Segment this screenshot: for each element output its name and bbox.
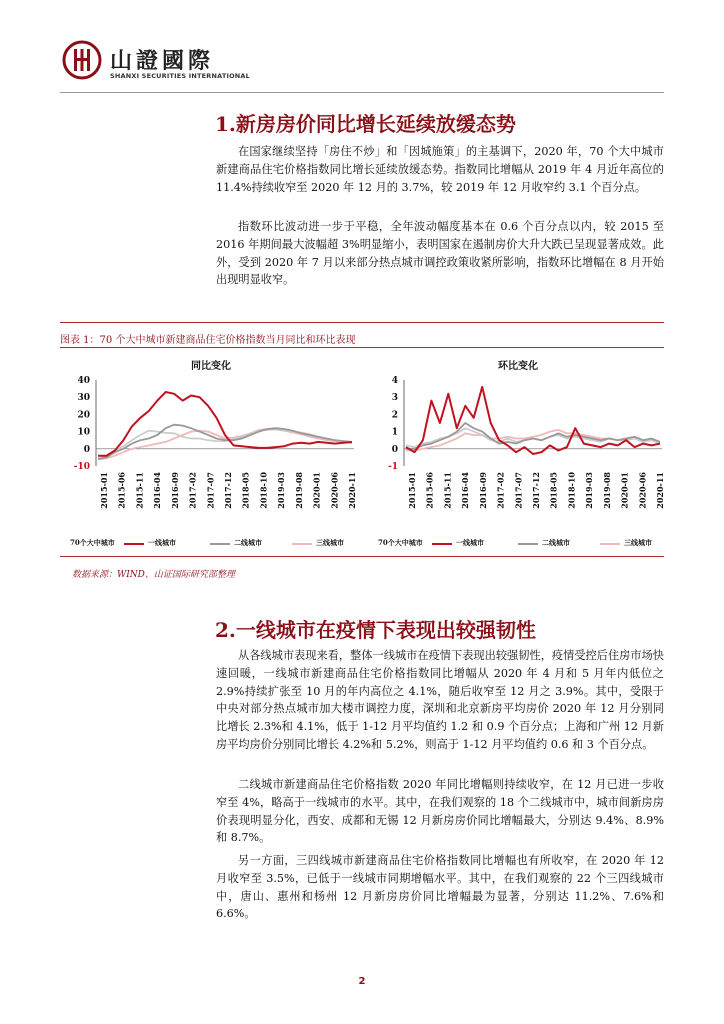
section1-title: 1.新房房价同比增长延续放缓态势 (215, 112, 516, 136)
chart1-legend-70: 70个大中城市 (70, 538, 115, 547)
section2-title: 2.一线城市在疫情下表现出较强韧性 (215, 618, 536, 642)
chart1-ytick-label: 0 (83, 444, 90, 455)
chart2-legend-70: 70个大中城市 (378, 538, 423, 547)
chart2-xtick-label: 2015-11 (442, 472, 453, 509)
chart1-xtick-label: 2020-11 (347, 472, 357, 509)
chart2-xtick-label: 2020-11 (655, 472, 665, 509)
chart1-ytick-label: 10 (77, 427, 90, 438)
chart1-xtick-label: 2018-10 (258, 472, 269, 509)
chart1-xtick-label: 2017-07 (205, 472, 216, 509)
chart1-xtick-label: 2019-03 (276, 472, 287, 509)
company-logo (62, 40, 251, 84)
chart1-legend-tier3: 三线城市 (316, 538, 344, 547)
section2-paragraph-1: 从各线城市表现来看，整体一线城市在疫情下表现出较强韧性，疫情受控后住房市场快速回暖，一线城市新建商品住宅价格指数同比增幅从 2020 年 4 月和 5 月年内低位之 2.9%持续扩张至 10 月的年内高位之 4.1%，随后收窄至 12 月之 3.9%。其中，受限于中央对部分热点城市加大楼市调控力度，深圳和北京新房平均房价 2020 年 12 月分别同比增长 2.3%和 4.1%，低于 1-12 月平均值约 1.2 和 0.9 个百分点；上海和广州 12 月新房平均房价分别同比增长 4.2%和 5.2%，则高于 1-12 月平均值约 0.6 和 3 个百分点。 (216, 649, 664, 751)
section2-paragraph-3: 另一方面，三四线城市新建商品住宅价格指数同比增幅也有所收窄，在 2020 年 12 月收窄至 3.5%，已低于一线城市同期增幅水平。其中，在我们观察的 22 个三四线城市中，唐山、惠州和杨州 12 月新房房价同比增幅最为显著，分别达 11.2%、7.6%和 6.6%。 (216, 854, 664, 921)
chart2-legend-tier3: 三线城市 (624, 538, 652, 547)
page-number: 2 (358, 976, 366, 987)
chart1-xtick-label: 2017-02 (187, 472, 198, 509)
chart1-ytick-label: 40 (77, 376, 90, 386)
section2-paragraph-2: 二线城市新建商品住宅价格指数 2020 年同比增幅则持续收窄，在 12 月已进一步收窄至 4%，略高于一线城市的水平。其中，在我们观察的 18 个二线城市中，城市间新房房价表现明显分化，西安、成都和无锡 12 月新房房价同比增幅最大，分别达 9.4%、8.9%和 8.7%。 (216, 778, 664, 845)
chart2-xtick-label: 2020-01 (619, 472, 630, 509)
chart2-legend-swatch-tier3 (600, 543, 620, 545)
chart2-ytick-label: 0 (391, 444, 398, 455)
chart1-ytick-label: 20 (77, 410, 90, 421)
chart1-xtick-label: 2017-12 (223, 472, 233, 509)
chart1-xtick-label: 2015-01 (99, 472, 109, 509)
chart1-title: 同比变化 (191, 361, 231, 372)
chart1-legend-swatch-tier2 (210, 543, 230, 545)
logo-english-name: SHANXI SECURITIES INTERNATIONAL (110, 72, 251, 80)
chart2-xtick-label: 2017-02 (495, 472, 506, 509)
mom-chart (370, 368, 668, 538)
figure-caption: 图表 1：70 个大中城市新建商品住宅价格指数当月同比和环比表现 (60, 335, 356, 346)
chart2-legend-tier2: 二线城市 (542, 538, 570, 547)
figure-source: 数据来源：WIND、山证国际研究部整理 (72, 570, 235, 580)
chart2-ytick-label: 1 (391, 427, 398, 438)
header-divider (60, 92, 664, 93)
chart1-series-line-tier1 (98, 392, 352, 456)
chart2-ytick-label: 4 (391, 376, 398, 386)
chart1-ytick-label: 30 (77, 393, 90, 404)
chart2-xtick-label: 2016-09 (477, 472, 488, 509)
chart1-xtick-label: 2018-05 (240, 472, 251, 509)
section1-paragraph-2: 指数环比波动进一步于平稳，全年波动幅度基本在 0.6 个百分点以内，较 2015 至 2016 年期间最大波幅超 3%明显缩小，表明国家在遏制房价大升大跌已呈现显著成效。此外，受到 2020 年 7 月以来部分热点城市调控政策收紧所影响，指数环比增幅在 8 月开始出现明显收窄。 (216, 220, 664, 287)
chart2-xtick-label: 2015-06 (424, 472, 435, 509)
chart2-xtick-label: 2017-07 (513, 472, 524, 509)
yoy-chart (62, 368, 360, 538)
logo-emblem-icon (62, 40, 102, 80)
figure-top-rule (60, 322, 664, 323)
chart1-legend-tier2: 二线城市 (234, 538, 262, 547)
chart1-legend-swatch-tier1 (124, 543, 144, 545)
chart2-xtick-label: 2020-06 (637, 472, 648, 509)
chart1-xtick-label: 2016-09 (169, 472, 180, 509)
chart2-ytick-label: -1 (388, 462, 398, 472)
chart2-xtick-label: 2018-05 (548, 472, 559, 509)
chart2-legend-swatch-tier1 (432, 543, 452, 545)
chart1-xtick-label: 2020-01 (311, 472, 322, 509)
chart2-xtick-label: 2017-12 (531, 472, 541, 509)
chart2-ytick-label: 2 (391, 410, 398, 421)
logo-chinese-name: 山證國際 (110, 49, 215, 74)
chart2-xtick-label: 2019-08 (601, 472, 612, 509)
chart2-title: 环比变化 (498, 361, 538, 372)
chart1-ytick-label: -10 (73, 462, 90, 472)
chart1-legend-tier1: 一线城市 (148, 538, 176, 547)
chart2-ytick-label: 3 (391, 393, 398, 404)
figure-caption-rule (60, 347, 664, 348)
chart1-xtick-label: 2015-11 (134, 472, 145, 509)
chart2-legend-tier1: 一线城市 (456, 538, 484, 547)
chart2-legend-swatch-tier2 (518, 543, 538, 545)
chart1-xtick-label: 2020-06 (329, 472, 340, 509)
chart1-xtick-label: 2015-06 (116, 472, 127, 509)
chart2-xtick-label: 2016-04 (460, 472, 471, 509)
chart2-xtick-label: 2018-10 (566, 472, 577, 509)
figure-bottom-rule (60, 556, 664, 557)
chart1-xtick-label: 2019-08 (293, 472, 304, 509)
chart1-legend-swatch-tier3 (292, 543, 312, 545)
chart1-xtick-label: 2016-04 (152, 472, 163, 509)
chart2-xtick-label: 2019-03 (584, 472, 595, 509)
section1-paragraph-1: 在国家继续坚持「房住不炒」和「因城施策」的主基调下，2020 年，70 个大中城市新建商品住宅价格指数同比增长延续放缓态势。指数同比增幅从 2019 年 4 月近年高位的 11.4%持续收窄至 2020 年 12 月的 3.7%，较 2019 年 12 月收窄约 3.1 个百分点。 (216, 145, 664, 194)
chart2-xtick-label: 2015-01 (407, 472, 417, 509)
